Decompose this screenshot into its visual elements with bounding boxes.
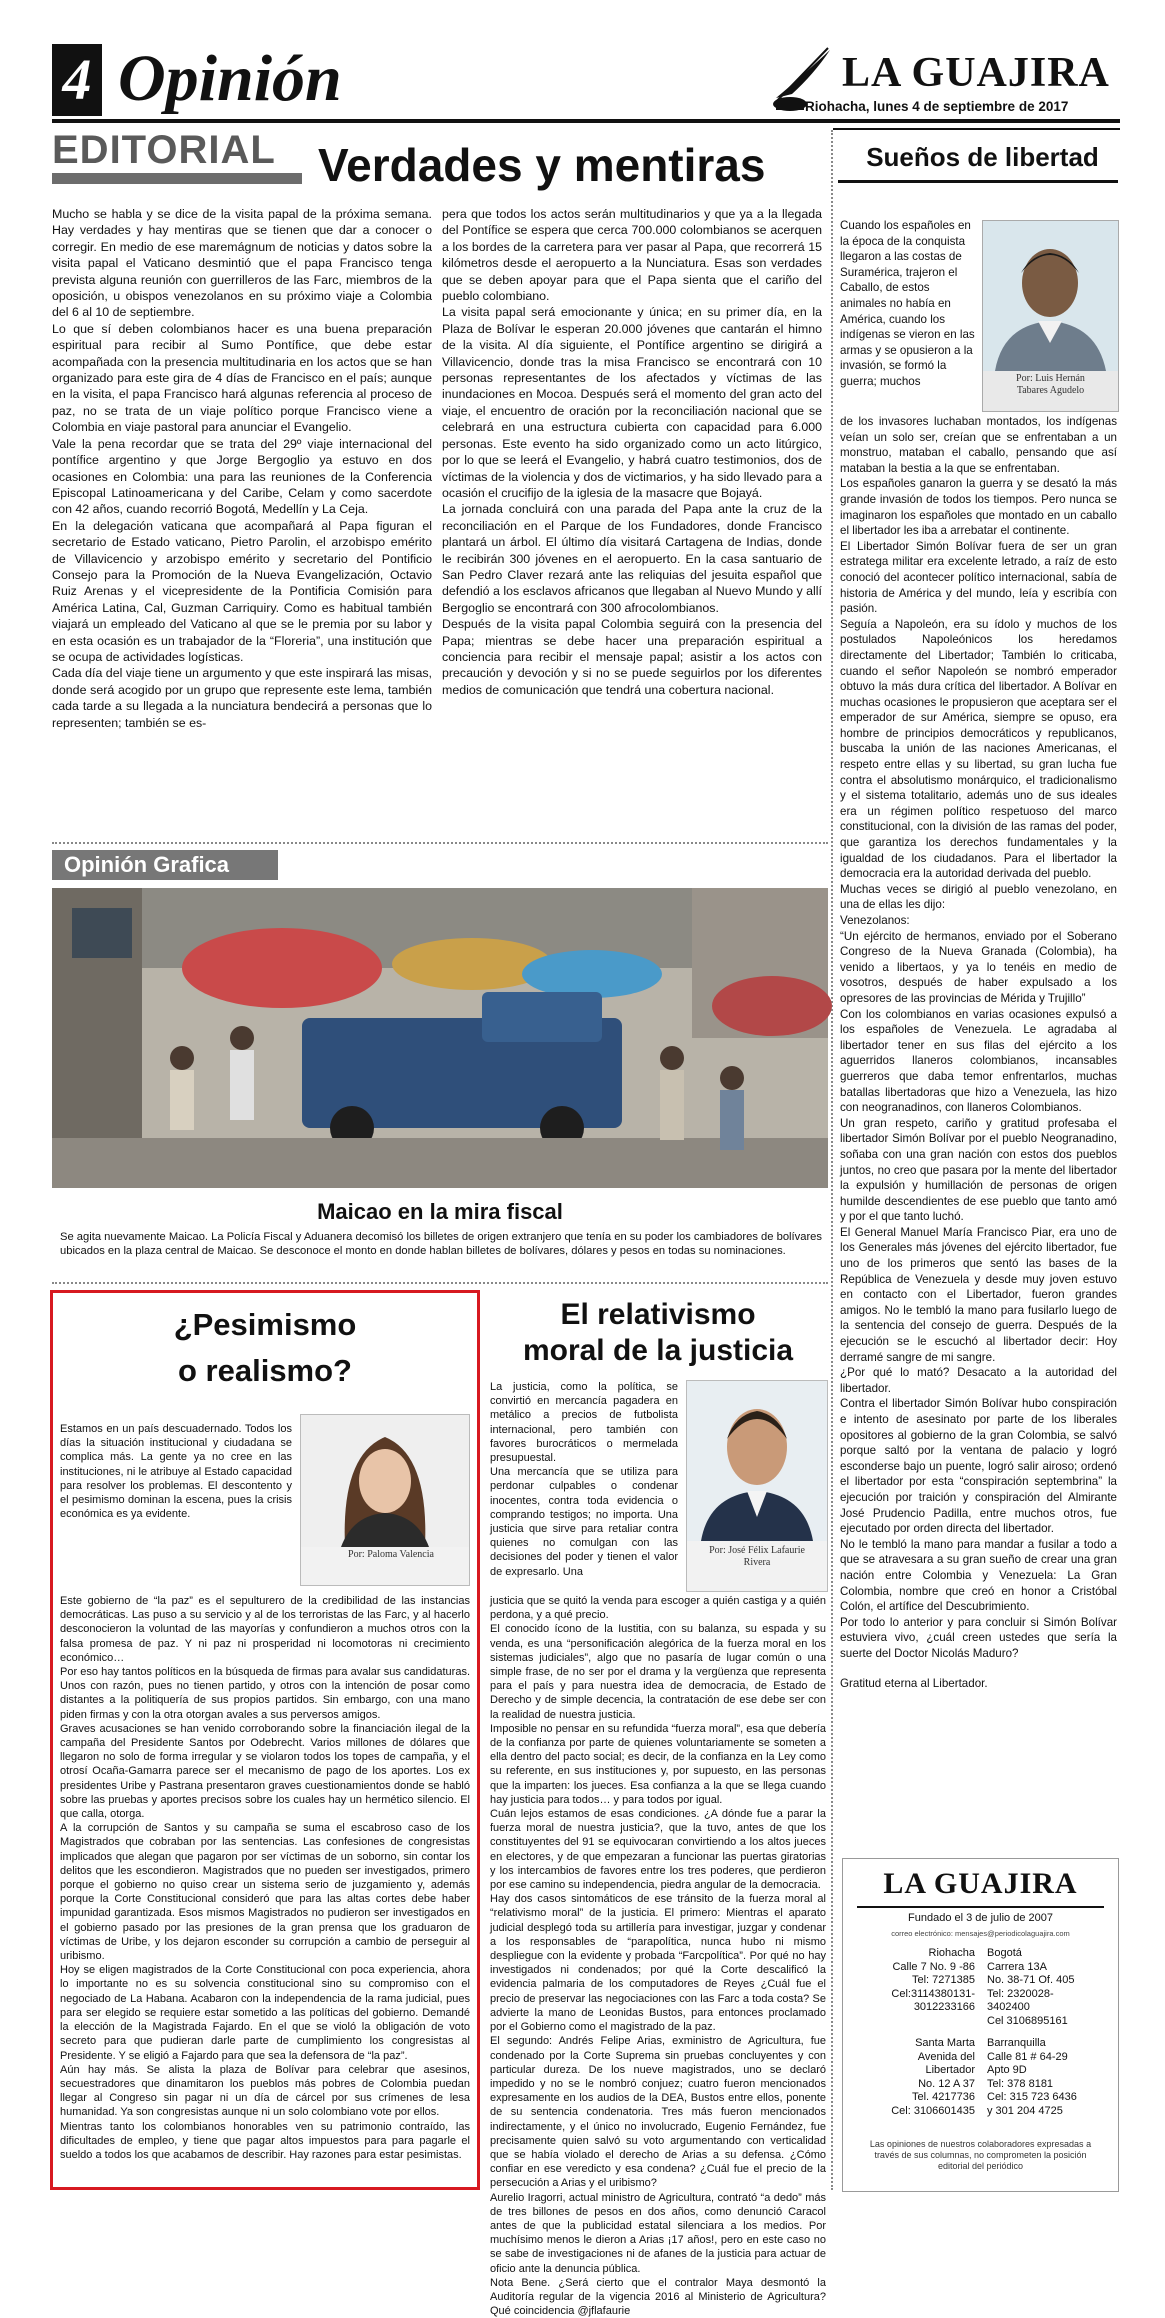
editorial-paragraph: En la delegación vaticana que acompañará al Papa figuran el secretario de Estado vaticano, Pietro Parolin, el arzobispo emérito de Villavicencio y arzobispo emérito y secretario del Pontificio Consejo para la Promoción de la Nueva Evangelización, Octavio Ruiz Arenas y el vicepresidente de la Pontificia Comisión para América Latina, Cal, Guzman Carriquiry. Como es habitual también viajará un empleado del Vaticano al que se le premia por su labor y en esta ocasión es un trabajador de la “Floreria”, una institución que se ocupa de actividades logísticas. — [52, 518, 432, 664]
staff-founded: Fundado el 3 de julio de 2007 — [908, 1912, 1053, 1924]
pesimismo-paragraph: Por eso hay tantos políticos en la búsqueda de firmas para avalar sus candidaturas. Unos con razón, pues no tienen partido, y otros con la intención de posar como distantes a la politiquería de sus propios partidos. Sin embargo, con una mano piden firmas y con la otra otorgan avales a sus perversos amigos. — [60, 1666, 470, 1721]
suenos-title: Sueños de libertad — [866, 142, 1099, 172]
column-divider — [831, 130, 833, 2190]
suenos-paragraph: No le tembló la mano para mandar a fusilar a todo a que se atravesara a su gran sueño de crear una gran nación entre Colombia y Venezuela: La Gran Colombia, nombre que creó en honor a Cristóbal Colón, el artífice del Descubrimiento. — [840, 1537, 1117, 1614]
editorial-paragraph: pera que todos los actos serán multitudinarios y que ya a la llegada del Pontífice se espera que cerca 700.000 colombianos se acerquen a los bordes de la carretera para ver pasar al Papa, que recorrerá 15 kilómetros desde el aeropuerto a la Nunciatura. Esas son verdades que se deben apoyar para que el Papa sienta que el cariño del pueblo colombiano. — [442, 207, 822, 304]
suenos-paragraph: Los españoles ganaron la guerra y se desató la más grande invasión de todos los tiempos. Pero nunca se imaginaron los españoles que montado en un caballo el libertador les iba a arrebatar el continente. — [840, 477, 1117, 538]
office-city: Santa Marta — [915, 2037, 975, 2049]
office-bogota — [987, 1947, 1115, 2028]
office-santa-marta — [857, 2037, 975, 2118]
office-line: Calle 81 # 64-29 — [987, 2050, 1068, 2063]
editorial-label-underline — [52, 173, 302, 184]
suenos-paragraph: Por todo lo anterior y para concluir si Simón Bolívar estuviera vivo, ¿cuál creen ustedes que sería la suerte del Doctor Nicolás Maduro? — [840, 1615, 1117, 1660]
suenos-paragraph: El General Manuel María Francisco Piar, era uno de los Generales más jóvenes del ejército libertador, fue uno de los primeros que sentó las bases de la República de Venezuela y desde muy joven estuvo en contacto con el Libertador, fueron grandes amigos. No le tembló la mano para fusilarlo luego de la sentencia del consejo de guerra. Después de la ejecución se le escuchó al libertador decir: Hoy derramé sangre de mi sangre. — [840, 1225, 1117, 1364]
author-portrait — [301, 1415, 469, 1547]
relativismo-paragraph: Aurelio Iragorri, actual ministro de Agricultura, contrató “a dedo” más de tres billones de pesos en dos años, como denunció Caracol antes de que la publicidad estatal silenciara a los medios. Por muchísimo menos le dieron a Arias ¡17 años!, pero en este caso no se sabe de investigaciones ni de afanes de la justicia para actuar de oficio ante la denuncia pública. — [490, 2191, 826, 2275]
office-line: Tel: 378 8181 — [987, 2077, 1054, 2090]
right-column-rule-top — [833, 128, 1120, 130]
relativismo-photo-caption: Por: José Félix Lafaurie Rivera — [709, 1545, 805, 1568]
office-line: No. 38-71 Of. 405 — [987, 1974, 1075, 1986]
office-line: Apto 9D — [987, 2064, 1027, 2076]
relativismo-intro — [490, 1380, 678, 1594]
suenos-paragraph: Contra el libertador Simón Bolívar hubo conspiración e intento de asesinato por parte de los liberales opositores al gobierno de la gran Colombia, se salvó porque saltó por la ventana de palacio y logró esconderse bajo un puente, logró salir airoso; ordenó el libertador por esta “conspiración septembrina” la ejecución por traición y conspiración del Almirante José Prudencio Padilla, entre muchos otros, fue ejecutado por orden directa del libertador. — [840, 1397, 1117, 1536]
suenos-paragraph: Con los colombianos en varias ocasiones expulsó a los españoles de Venezuela. Le agradaba al libertador tener en sus filas del ejército a los aguerridos llaneros colombianos, incansables guerreros que daba temor enfrentarlos, muchas batallas libertadoras que hizo a Venezuela, las hizo con neogranadinos, con llaneros Colombianos. — [840, 1007, 1117, 1115]
suenos-photo-caption: Por: Luis Hernán Tabares Agudelo — [1016, 373, 1085, 396]
editorial-column-1 — [52, 206, 432, 836]
suenos-paragraph: ¿Por qué lo mató? Desacato a la autoridad del libertador. — [840, 1366, 1117, 1395]
relativismo-paragraph: La justicia, como la política, se convirtió en mercancía pagadera en metálico a precios de futbolista internacional, pero también con favores burocráticos o mermelada presupuestal. — [490, 1381, 678, 1465]
office-line: 3012233166 — [913, 2001, 975, 2013]
pesimismo-author-photo — [300, 1414, 470, 1586]
editorial-paragraph: La jornada concluirá con una parada del Papa ante la cruz de la reconciliación en el Parque de los Fundadores, donde Francisco plantará un árbol. El último día visitará Cartagena de Indias, donde le recibirán 300 jóvenes en el aeropuerto. En la casa santuario de San Pedro Claver rezará ante las reliquias del jesuita español que defendió a los esclavos africanos que llegaban al Nuevo Mundo y allí Bergoglio se encontrará con 300 afrocolombianos. — [442, 502, 822, 615]
relativismo-paragraph: Cuán lejos estamos de esas condiciones. ¿A dónde fue a parar la fuerza moral de nuestra justicia?, que la tuvo, antes de que los constituyentes del 91 se equivocaran convirtiendo a los altos jueces en electores, y de que empezaran a funcionar las puertas giratorias y los intercambios de favores entre los tres poderes, que perdieron por ese camino su independencia, piedra angular de la democracia. — [490, 1808, 826, 1892]
relativismo-paragraph: justicia que se quitó la venda para escoger a quién castiga y a quién perdona, y a qué precio. — [490, 1595, 826, 1622]
pesimismo-paragraph: Este gobierno de “la paz” es el sepulturero de la credibilidad de las instancias democráticas. Las puso a su servicio y al de los terroristas de las Farc, y al hacerlo desconocieron la voluntad de las mayorías y confundieron a muchos otros con la falsa promesa de paz. Y ni paz ni prosperidad ni locomotoras ni crecimiento económico… — [60, 1595, 470, 1664]
suenos-paragraph: El Libertador Simón Bolívar fuera de ser un gran estratega militar era excelente letrado, a raíz de esto conoció del acontecer político internacional, sabía de historia de América y del mundo, leía y escribía con pasión. — [840, 539, 1117, 616]
grafica-photo — [52, 888, 828, 1188]
suenos-paragraph: Gratitud eterna al Libertador. — [840, 1676, 988, 1690]
office-barranquilla — [987, 2037, 1115, 2118]
masthead-title: LA GUAJIRA — [842, 50, 1110, 96]
pesimismo-paragraph: Mientras tanto los colombianos honorables ven su patrimonio contraído, las dificultades de empleo, y tiene que pagar altos impuestos para para pagarle el sueldo a todos los que acabamos de describir. Hay razones para estar pesimistas. — [60, 2120, 470, 2161]
street-scene-photo — [52, 888, 828, 1188]
suenos-paragraph: Venezolanos: — [840, 914, 910, 927]
author-portrait — [687, 1381, 827, 1541]
pesimismo-paragraph: Graves acusaciones se han venido corroborando sobre la financiación ilegal de la campaña del Presidente Santos por Odebrecht. Varios millones de dólares que llegaron no solo de forma irregular y se violaron todos los topes de campaña, y el otrosí Ocaña-Gamarra parece ser el mecanismo de pago de los aportes. Los ex presidentes Uribe y Pastrana presentaron graves cuestionamientos donde se habló sobre las pruebas y aportes precisos sobre los cuales hay un hermético silencio. El que calla, otorga. — [60, 1722, 470, 1821]
office-line: Calle 7 No. 9 -86 — [892, 1960, 975, 1973]
pesimismo-paragraph: Hoy se eligen magistrados de la Corte Constitucional con poca experiencia, ahora lo importante no es su solvencia constitucional sino su compromiso con el negociado de La Habana. Acabaron con la independencia de la rama judicial, pues para ser elegido se requiere estar sometido a las políticas del gobierno. Demandé la elección de la Magistrada Fajardo. En el que se violó la obligación de voto secreto para que pudieran darle parte de cumplimiento los congresistas al Presidente. Y se eligió a Fajardo para que sea la defensora de “la paz”. — [60, 1964, 470, 2062]
editorial-label: EDITORIAL — [52, 128, 276, 172]
editorial-paragraph: Lo que sí deben colombianos hacer es una buena preparación espiritual para recibir al Sumo Pontífice, que debe estar acompañada con la presencia multitudinaria en los actos que se han organizado para este gira de 4 días de Francisco en el país; aunque en la visita, el papa Francisco hará algunas referencia al proceso de paz, no se trata de un viaje político porque Francisco viene a Colombia en viaje pastoral para anunciar el Evangelio. — [52, 321, 432, 435]
author-portrait — [983, 221, 1118, 371]
header-rule — [52, 119, 1120, 123]
pesimismo-paragraph: Aún hay más. Se alista la plaza de Bolívar para celebrar que asesinos, secuestradores que dinamitaron los pueblos más pobres de Colombia puedan llegar al Congreso sin pagar ni un día de cárcel por sus crímenes de lesa humanidad. Ya son congresistas aunque ni un solo colombiano vote por ellos. — [60, 2063, 470, 2119]
office-city: Bogotá — [987, 1947, 1022, 1959]
editorial-paragraph: Vale la pena recordar que se trata del 29º viaje internacional del pontífice argentino y que Jorge Bergoglio ya estuvo en dos ocasiones en Colombia: una para las reuniones de la Conferencia Episcopal Latinoamericana y del Caribe, Celam y como sacerdote con 42 años, cuando recorrió Bogotá, Medellín y La Ceja. — [52, 436, 432, 517]
pesimismo-title-2: o realismo? — [178, 1353, 352, 1388]
grafica-headline: Maicao en la mira fiscal — [317, 1199, 563, 1224]
staff-disclaimer: Las opiniones de nuestros colaboradores expresadas a través de sus columnas, no comprometen la posición editorial del periódico — [869, 2139, 1092, 2171]
office-line: Tel: 2320028- — [987, 1987, 1054, 2000]
office-line: Avenida del — [917, 2050, 975, 2063]
office-city: Barranquilla — [987, 2037, 1046, 2049]
office-line: Cel 3106895161 — [987, 2014, 1068, 2027]
page-number: 4 — [62, 47, 92, 112]
relativismo-body — [490, 1594, 826, 2318]
section-title: Opinión — [118, 42, 342, 115]
editorial-paragraph: La visita papal será emocionante y única; en su primer día, en la Plaza de Bolívar le esperan 20.000 jóvenes que cantarán el himno de la visita. Al día siguiente, el Pontífice argentino se dirigirá a Villavicencio, donde tras la misa Francisco se encontrará con 10 personas representantes de los afectados y víctimas de las inundaciones en Mocoa. Después será el momento del gran acto del viaje, el encuentro de oración por la reconciliación nacional que se celebrará en una estructura cubierta con capacidad para 6.000 personas. Este evento ha sido organizado como un acto litúrgico, por lo que se leerá el Evangelio, y habrá cuatro testimonios, dos de víctimas de la violencia y dos de victimarios, y ha sido llevado para a ocasión el crucifijo de la iglesia de la masacre que Bojayá. — [442, 305, 822, 500]
suenos-author-photo — [982, 220, 1119, 412]
office-city: Riohacha — [928, 1947, 975, 1959]
office-line: 3402400 — [987, 2001, 1030, 2013]
suenos-title-rule — [838, 180, 1118, 183]
office-line: Libertador — [925, 2064, 975, 2076]
office-line: Tel: 7271385 — [912, 1974, 975, 1986]
relativismo-paragraph: Nota Bene. ¿Será cierto que el contralor Maya desmontó la Auditoría regular de la vigencia 2016 al Ministerio de Agricultura? Qué coincidencia @jflafaurie — [490, 2276, 826, 2318]
pesimismo-title-1: ¿Pesimismo — [173, 1307, 357, 1342]
suenos-paragraph: Seguía a Napoleón, era su ídolo y muchos de los postulados Napoleónicos los heredamos directamente del Libertador; También lo criticaba, cuando el señor Napoleón se nombró emperador obtuvo la más dura crítica del libertador. A Bolívar en muchas ocasiones le propusieron que aceptara ser el emperador de sur América, siempre se opuso, era hombre de principios democráticos y republicanos, buscaba la unión de las naciones Americanas, el respeto entre ellas y su libertad, su gran lucha fue contra el absolutismo monárquico, el tradicionalismo y el sistema totalitario, además uno de sus ideales era un régimen político respetuoso del marco constitucional, con la división de las ramas del poder, que garantiza los derechos fundamentales y la igualdad de los ciudadanos. Para el libertador la democracia era la autoridad derivada del pueblo. — [840, 617, 1117, 881]
office-line: Cel:3114380131- — [891, 1987, 975, 2000]
office-riohacha — [857, 1947, 975, 2015]
editorial-paragraph: Cada día del viaje tiene un argumento y que este inspirará las misas, donde será acogido por un grupo que represente este lema, también cada tarde a su llegada a la nunciatura bendecirá a personas que lo representen; también se es- — [52, 666, 432, 730]
pesimismo-body — [60, 1594, 470, 2182]
staff-box — [842, 1858, 1119, 2192]
staff-email: correo electrónico: mensajes@periodicolaguajira.com — [891, 1929, 1070, 1938]
grafica-caption: Se agita nuevamente Maicao. La Policía Fiscal y Aduanera decomisó los billetes de origen extranjero que tenía en su poder los cambiadores de bolívares ubicados en la plaza central de Maicao. Se desconoce el monto en donde hablan billetes de bolívares, dólares y pesos en todas su nominaciones. — [60, 1231, 822, 1258]
suenos-paragraph — [840, 1662, 1117, 1676]
relativismo-paragraph: Hay dos casos sintomáticos de ese tránsito de la fuerza moral al “relativismo moral” de la justicia. El primero: Mientras el aparato judicial desplegó toda su artillería para investigar, juzgar y condenar a los responsables de “parapolítica, nunca hubo ni mismo despliegue con la evidente y probada “Farcpolítica”. Por qué no hay investigados ni condenados; por qué la Corte descalificó la evidencia palmaria de los computadores de Reyes ¿Cuál fue el precio de preservar las negociaciones con las Farc a toda costa? Se advierte la mano de Leonidas Bustos, para entonces proclamado por el Gobierno como el magistrado de la paz. — [490, 1893, 826, 2034]
suenos-paragraph: Un gran respeto, cariño y gratitud profesaba el libertador Simón Bolívar por el pueblo Neogranadino, soñaba con una gran nación con estos dos pueblos juntos, no creo que pasara por la mente del libertador la expulsión y humillación de personas de origen humilde descendientes de ese pueblo que tanto amó y por el que tanto luchó. — [840, 1116, 1117, 1224]
office-line: Tel. 4217736 — [912, 2091, 975, 2103]
office-line: No. 12 A 37 — [918, 2077, 975, 2090]
staff-masthead: LA GUAJIRA — [883, 1867, 1078, 1900]
relativismo-title-1: El relativismo — [560, 1298, 756, 1331]
office-line: Cel: 3106601435 — [891, 2104, 975, 2117]
relativismo-author-photo — [686, 1380, 828, 1592]
pesimismo-photo-caption: Por: Paloma Valencia — [348, 1549, 434, 1560]
suenos-body — [840, 414, 1117, 1844]
section-divider — [52, 842, 828, 844]
relativismo-paragraph: Una mercancía que se utiliza para perdonar culpables o condenar inocentes, contra toda evidencia o comprando testigos; no importa. Una justicia que sirve para retaliar contra quienes no comulgan con las decisiones del poder y tienen el valor de expresarlo. Una — [490, 1466, 678, 1578]
relativismo-paragraph: Imposible no pensar en su refundida “fuerza moral”, esa que debería de la confianza por parte de quienes voluntariamente se someten a ella dentro del pacto social; es decir, de la confianza en la Ley como su referente, en sus instituciones y, por supuesto, en las personas que la imparten: los jueces. Esa confianza a la que se llega cuando hay justicia para todos… y para todos por igual. — [490, 1722, 826, 1806]
pesimismo-paragraph: A la corrupción de Santos y su campaña se suma el escabroso caso de los Magistrados que cobraban por las sentencias. Las confesiones de congresistas implicados que alegan que pagaron por ser víctimas de un soborno, sin contar los delitos que les escondieron. Magistrados que no pueden ser investigados, primero porque el gobierno no quiso crear un sistema serio de juzgamiento y, además porque la Corte Constitucional consideró que para las altas cortes debe haber impunidad garantizada. Esos mismos Magistrados no pudieron ser investigados en el gobierno pasado por las presiones de la gran prensa que los graduaron de víctimas de Uribe, y los dejaron esconder su corrupción a cambio de perseguir al uribismo. — [60, 1822, 470, 1963]
office-line: Carrera 13A — [987, 1960, 1047, 1973]
editorial-paragraph: Mucho se habla y se dice de la visita papal de la próxima semana. Hay verdades y hay mentiras que se tienen que dar a conocer o corregir. En medio de ese maremágnum de noticias y datos sobre la visita papal el Vaticano desmintió que el papa Francisco tenga prevista alguna reunión con guerrilleros de las Farc, miembros de la oposición, u obispos venezolanos en su próximo viaje a Colombia del 6 al 10 de septiembre. — [52, 207, 432, 320]
pesimismo-intro: Estamos en un país descuadernado. Todos los días la situación institucional y ciudadana se complica más. La gente ya no cree en las instituciones, ni le atribuye al Estado capacidad para resolver los problemas. El descontento y el pesimismo dominan la escena, pues la crisis económica es ya evidente. — [60, 1423, 292, 1521]
suenos-paragraph: Muchas veces se dirigió al pueblo venezolano, en una de ellas les dijo: — [840, 882, 1117, 912]
office-line: Cel: 315 723 6436 — [987, 2091, 1077, 2103]
relativismo-paragraph: El segundo: Andrés Felipe Arias, exministro de Agricultura, fue condenado por la Corte Suprema sin pruebas concluyentes y con particular dureza. De los nueve magistrados, uno se declaró impedido y no se le nombró conjuez; cuatro fueron mencionados expresamente en los audios de la DEA, Bustos entre ellos, ponente de su sentencia condenatoria. Tres más fueron mencionados indirectamente, y el único no involucrado, Eugenio Fernández, fue precisamente quien salvó su voto argumentando con verticalidad que se había violado el derecho de Arias a su defensa. ¿Cómo confiar en ese veredicto y esa condena? ¿Cuál fue el precio de la persecución a Arias y el uribismo? — [490, 2035, 826, 2190]
staff-rule — [857, 1906, 1104, 1908]
dateline: Riohacha, lunes 4 de septiembre de 2017 — [805, 99, 1069, 114]
editorial-paragraph: Después de la visita papal Colombia seguirá con la presencia del Papa; mientras se debe hacer una preparación espiritual a conciencia para recibir el mensaje papal; asistir a los actos con precaución y devoción y si no se puede seguirlos por los diferentes medios de comunicación que tendrá una cobertura nacional. — [442, 617, 822, 697]
grafica-label: Opinión Grafica — [52, 850, 278, 880]
editorial-title: Verdades y mentiras — [318, 139, 766, 191]
relativismo-paragraph: El conocido ícono de la Iustitia, con su balanza, su espada y su venda, es una “personificación alegórica de la fuerza moral en los sistemas judiciales”, algo que no pasaría de lugar común o una simple frase, de no ser por el drama y la vergüenza que representa para el país y para nuestra idea de democracia, de Estado de Derecho y de simple decencia, la contratación de ese debe ser con la realidad de nuestra justicia. — [490, 1623, 826, 1721]
suenos-paragraph: “Un ejército de hermanos, enviado por el Soberano Congreso de la Nueva Granada (Colombia), ha venido a libertaos, y ya lo tenéis en medio de vosotros, después de haber expulsado a los opresores de las provincias de Mérida y Trujillo” — [840, 929, 1117, 1005]
suenos-intro: Cuando los españoles en la época de la conquista llegaron a las costas de Suramérica, trajeron el Caballo, de estos animales no había en América, cuando los indígenas se vieron en las armas y se opusieron a la invasión, se formó la guerra; muchos — [840, 219, 975, 388]
page-number-box — [52, 44, 102, 116]
suenos-paragraph: de los invasores luchaban montados, los indígenas veían un solo ser, creían que se enfrentaban a un monstruo, mataban el caballo, pensando que así mataban la bestia a la que se enfrentaban. — [840, 415, 1117, 475]
office-line: y 301 204 4725 — [987, 2104, 1063, 2117]
editorial-column-2 — [442, 206, 822, 836]
section-divider — [52, 1282, 828, 1284]
relativismo-title-2: moral de la justicia — [522, 1334, 794, 1367]
